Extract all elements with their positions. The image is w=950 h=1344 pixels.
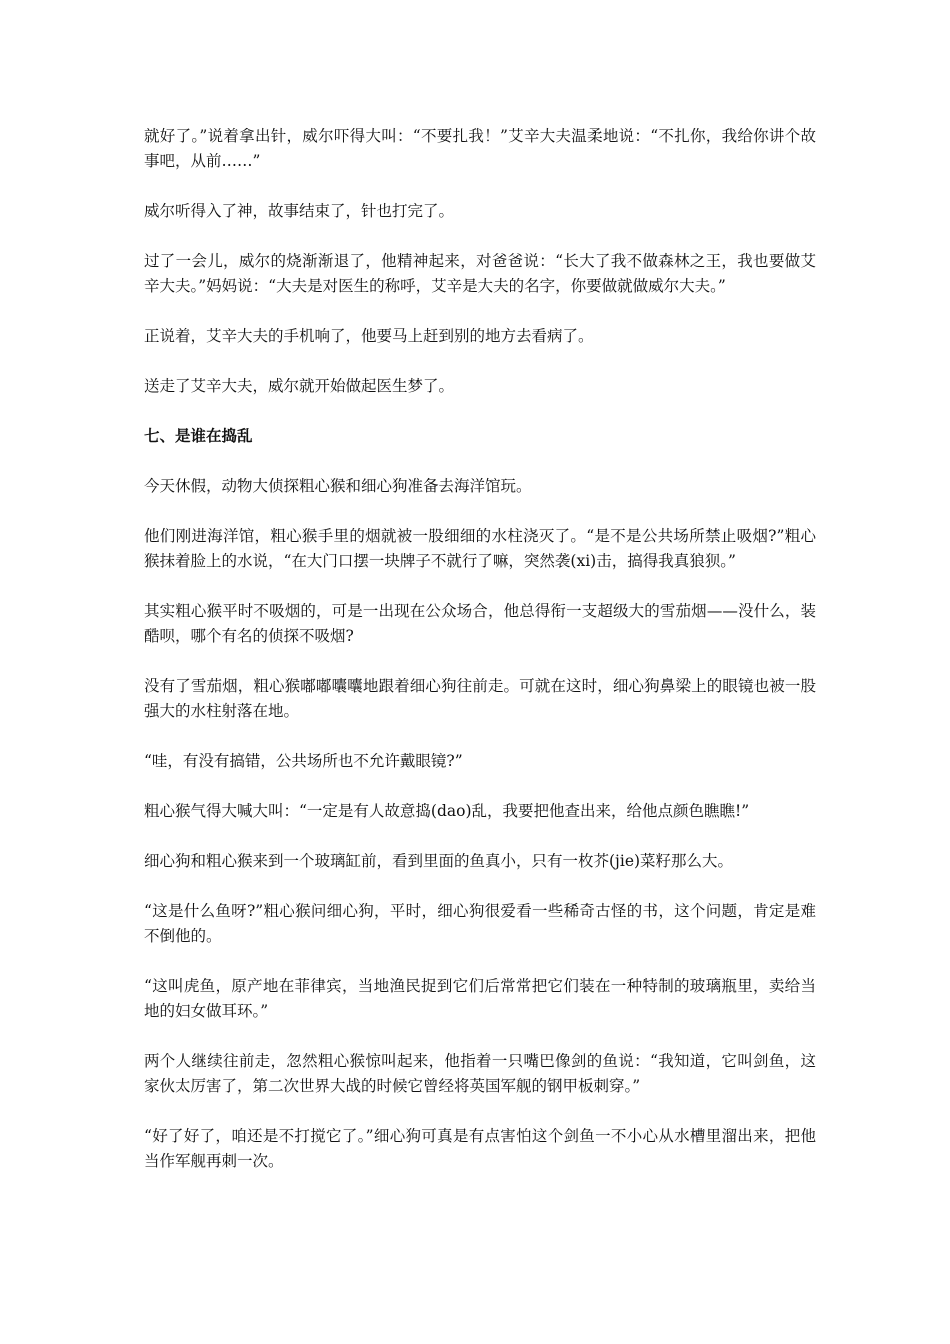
paragraph: 今天休假，动物大侦探粗心猴和细心狗准备去海洋馆玩。 [144,477,532,495]
paragraph: 没有了雪茄烟，粗心猴嘟嘟囔囔地跟着细心狗往前走。可就在这时，细心狗鼻梁上的眼镜也被一股强大的水柱射落在地。 [144,677,816,720]
section-heading: 七、是谁在捣乱 [144,427,253,445]
paragraph: 送走了艾辛大夫，威尔就开始做起医生梦了。 [144,377,455,395]
paragraph: 正说着，艾辛大夫的手机响了，他要马上赶到别的地方去看病了。 [144,327,594,345]
paragraph: 细心狗和粗心猴来到一个玻璃缸前，看到里面的鱼真小，只有一枚芥(jie)菜籽那么大。 [144,852,734,870]
paragraph: 两个人继续往前走，忽然粗心猴惊叫起来，他指着一只嘴巴像剑的鱼说：“我知道，它叫剑鱼，这家伙太厉害了，第二次世界大战的时候它曾经将英国军舰的钢甲板刺穿。” [144,1052,816,1095]
paragraph: 粗心猴气得大喊大叫：“一定是有人故意捣(dao)乱，我要把他查出来，给他点颜色瞧瞧!” [144,802,750,820]
paragraph: 他们刚进海洋馆，粗心猴手里的烟就被一股细细的水柱浇灭了。“是不是公共场所禁止吸烟?”粗心猴抹着脸上的水说，“在大门口摆一块牌子不就行了嘛，突然袭(xi)击，搞得我真狼狈。” [144,527,816,570]
paragraph: 就好了。”说着拿出针，威尔吓得大叫：“不要扎我！”艾辛大夫温柔地说：“不扎你，我给你讲个故事吧，从前……” [144,127,816,170]
paragraph: 其实粗心猴平时不吸烟的，可是一出现在公众场合，他总得衔一支超级大的雪茄烟——没什么，装酷呗，哪个有名的侦探不吸烟? [144,602,816,645]
paragraph: “这叫虎鱼，原产地在菲律宾，当地渔民捉到它们后常常把它们装在一种特制的玻璃瓶里，卖给当地的妇女做耳环。” [144,977,816,1020]
paragraph: “这是什么鱼呀?”粗心猴问细心狗，平时，细心狗很爱看一些稀奇古怪的书，这个问题，肯定是难不倒他的。 [144,902,816,945]
paragraph: “好了好了，咱还是不打搅它了。”细心狗可真是有点害怕这个剑鱼一不小心从水槽里溜出来，把他当作军舰再刺一次。 [144,1127,816,1170]
document-page [144,124,816,1199]
paragraph: “哇，有没有搞错，公共场所也不允许戴眼镜?” [144,752,463,770]
paragraph: 过了一会儿，威尔的烧渐渐退了，他精神起来，对爸爸说：“长大了我不做森林之王，我也要做艾辛大夫。”妈妈说：“大夫是对医生的称呼，艾辛是大夫的名字，你要做就做威尔大夫。” [144,252,816,295]
paragraph: 威尔听得入了神，故事结束了，针也打完了。 [144,202,455,220]
